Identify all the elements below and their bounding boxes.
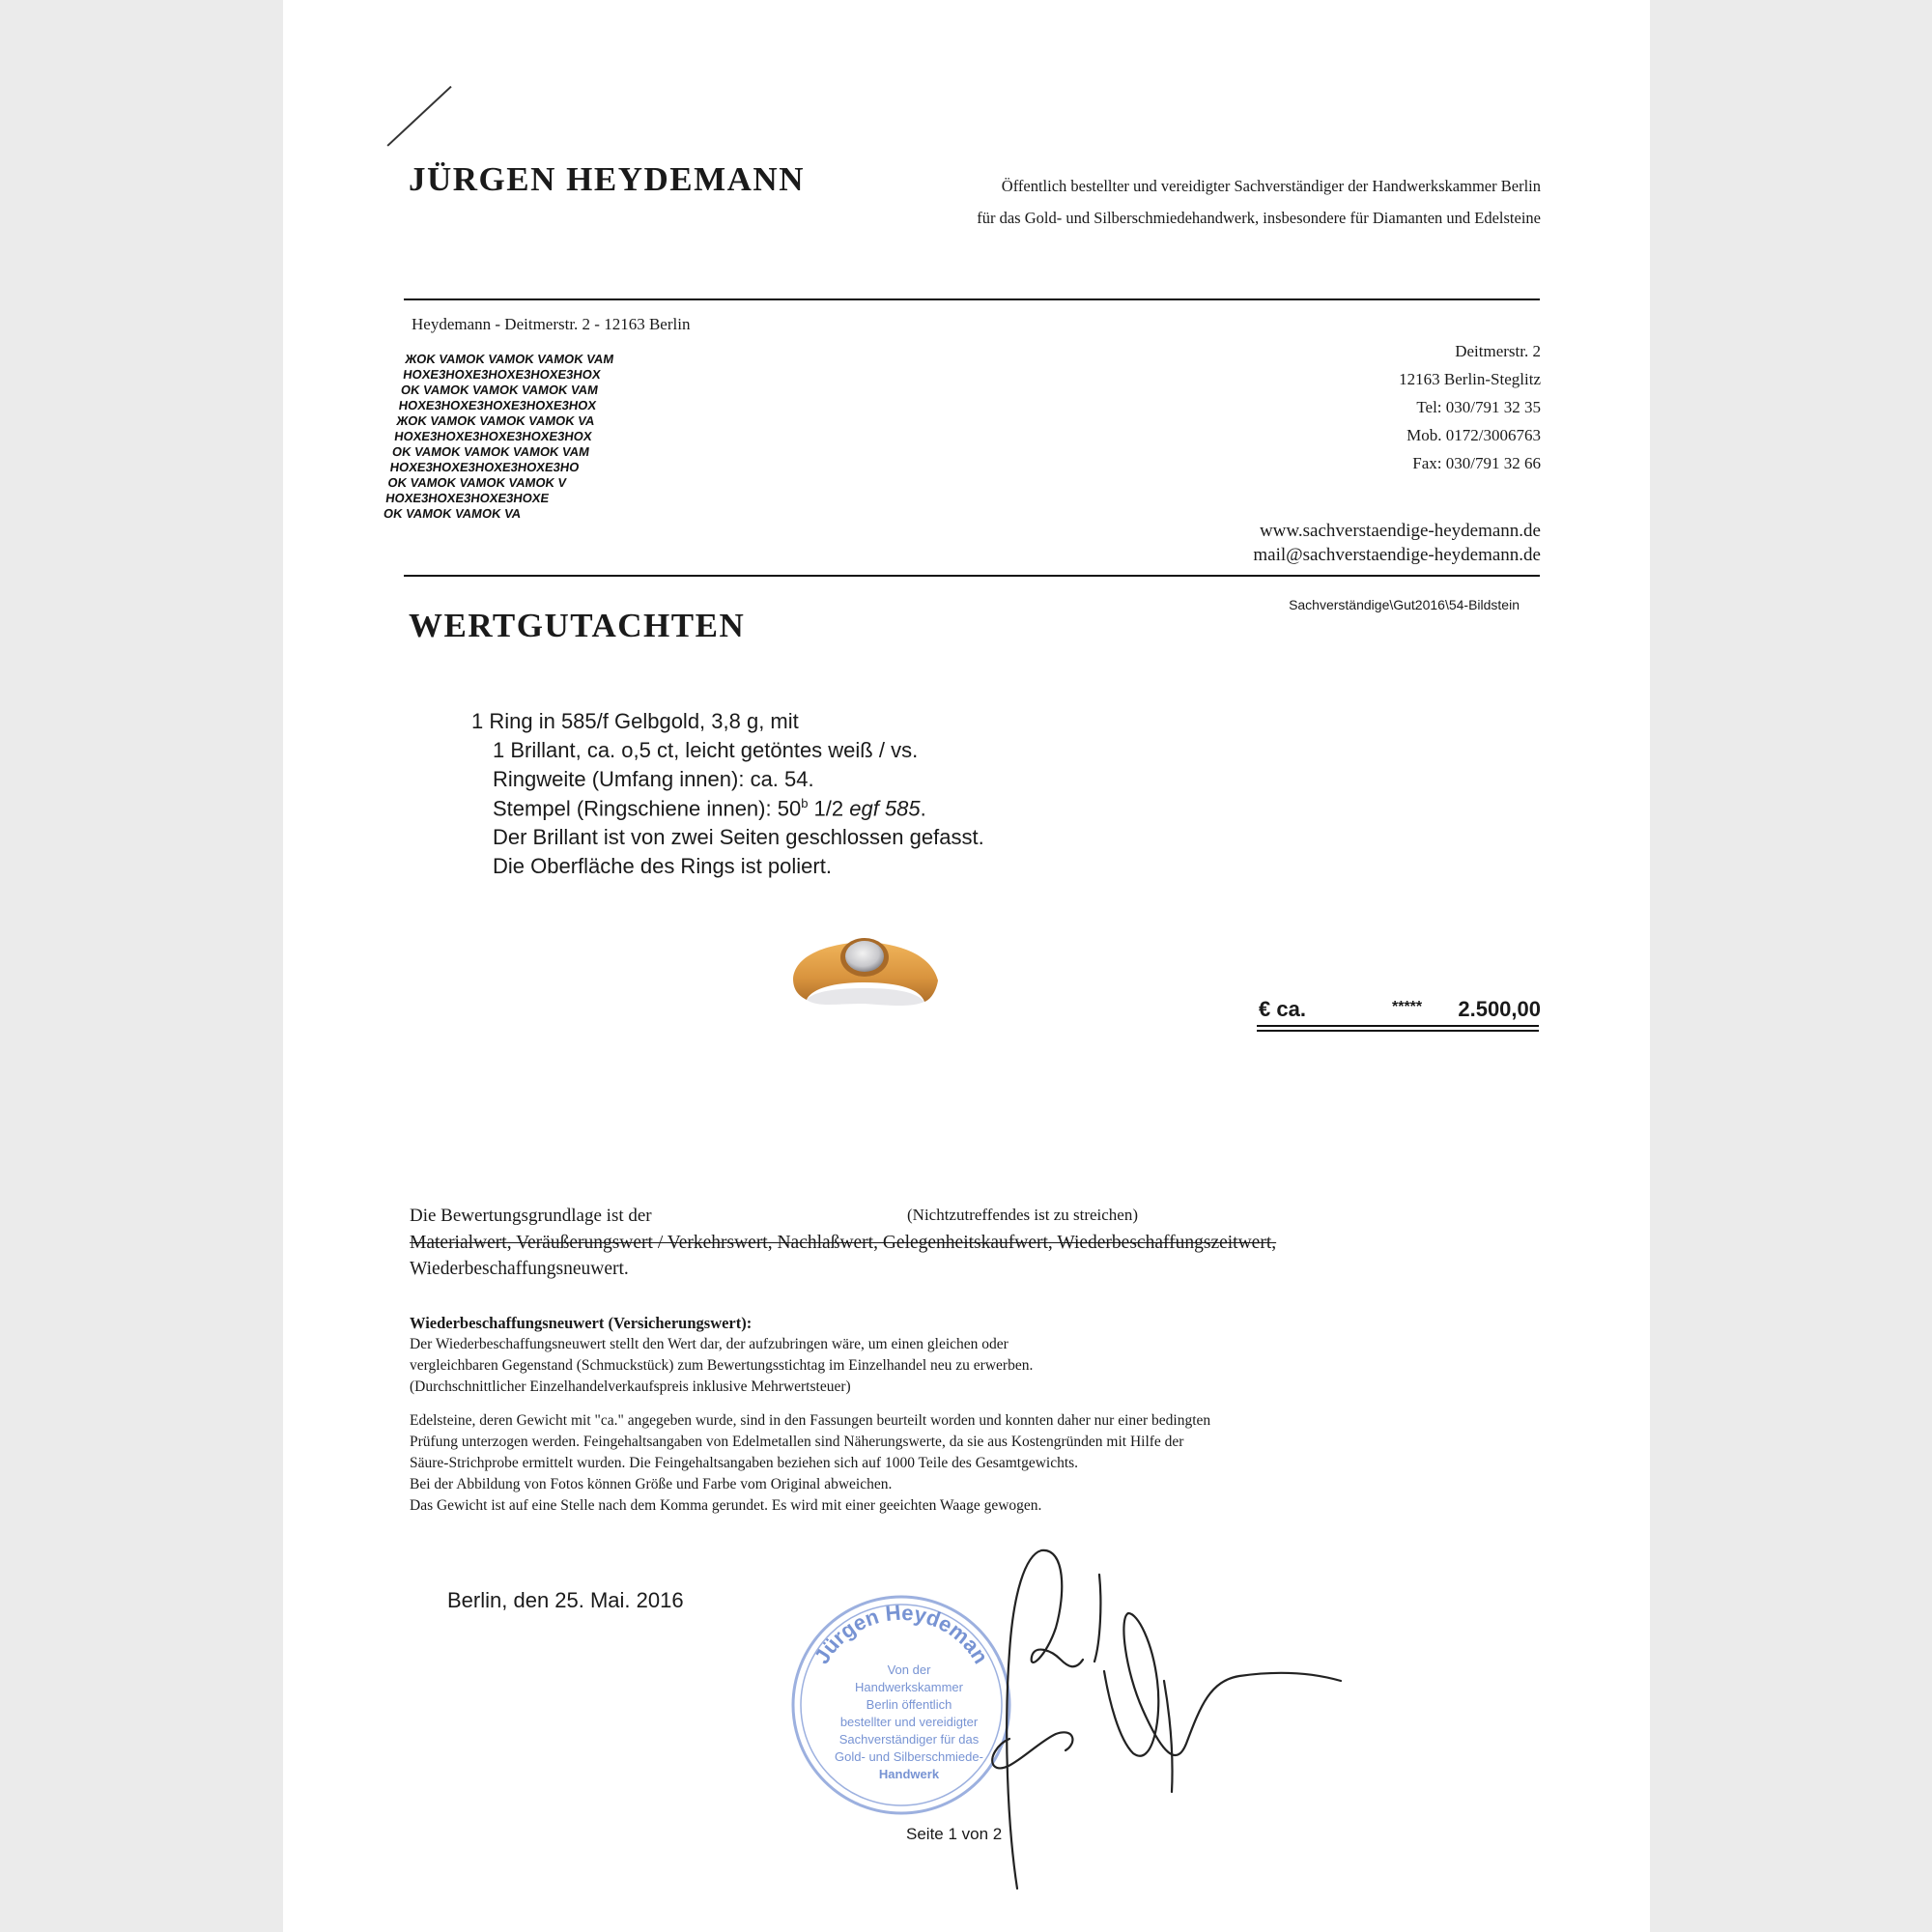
document-title: WERTGUTACHTEN [409,607,746,644]
svg-text:OK VAMOK VAMOK VAMOK VAM: OK VAMOK VAMOK VAMOK VAM [400,383,600,397]
expert-title-line-1: Öffentlich bestellter und vereidigter Sachverständiger der Handwerkskammer Berlin [1001,177,1541,195]
explanation-title: Wiederbeschaffungsneuwert (Versicherungswert): [410,1314,753,1332]
website-link[interactable]: www.sachverstaendige-heydemann.de [1259,521,1541,541]
explanation-p2-line-2: Prüfung unterzogen werden. Feingehaltsangaben von Edelmetallen sind Näherungswerte, da sie aus Kostengründen mit Hilfe der [410,1434,1184,1450]
svg-text:ЖOK VAMOK VAMOK VAMOK VA: ЖOK VAMOK VAMOK VAMOK VA [395,413,596,428]
price-amount: 2.500,00 [1458,997,1541,1021]
explanation-p1-line-1: Der Wiederbeschaffungsneuwert stellt den Wert dar, der aufzubringen wäre, um einen gleichen oder [410,1336,1009,1352]
document-reference: Sachverständige\Gut2016\54-Bildstein [1289,597,1520,612]
header-rule [404,298,1540,300]
expert-name: JÜRGEN HEYDEMANN [409,160,805,198]
explanation-p1-line-3: (Durchschnittlicher Einzelhandelverkaufspreis inklusive Mehrwertsteuer) [410,1378,851,1395]
basis-note: (Nichtzutreffendes ist zu streichen) [907,1206,1139,1224]
explanation-p1-line-2: vergleichbaren Gegenstand (Schmuckstück) zum Bewertungsstichtag im Einzelhandel neu zu erwerben. [410,1357,1034,1374]
contact-street: Deitmerstr. 2 [1455,342,1541,360]
ring-photo [785,923,945,1009]
selected-valuation-type: Wiederbeschaffungsneuwert. [410,1259,629,1279]
stamp-mark-fraction: 1/2 [808,796,850,821]
logo-slash [386,86,451,146]
pattern-code-image [383,350,619,528]
svg-text:OK VAMOK VAMOK VA: OK VAMOK VAMOK VA [383,506,523,521]
description-line-3: Ringweite (Umfang innen): ca. 54. [493,767,814,791]
svg-text:Gold- und Silberschmiede-: Gold- und Silberschmiede- [835,1749,983,1764]
svg-text:Handwerkskammer: Handwerkskammer [855,1680,963,1694]
price-underline-1 [1257,1025,1539,1027]
address-rule [404,575,1540,577]
svg-text:OK VAMOK VAMOK VAMOK V: OK VAMOK VAMOK VAMOK V [386,475,568,490]
svg-text:HOXE3HOXE3HOXE3HOXE3HO: HOXE3HOXE3HOXE3HOXE3HO [388,460,581,474]
svg-text:Sachverständiger für das: Sachverständiger für das [838,1732,980,1747]
svg-text:HOXE3HOXE3HOXE3HOXE3HOX: HOXE3HOXE3HOXE3HOXE3HOX [402,367,602,382]
svg-text:ЖOK VAMOK VAMOK VAMOK VAM: ЖOK VAMOK VAMOK VAMOK VAM [404,352,615,366]
explanation-paragraph-1 [410,1334,1472,1398]
contact-block [1399,337,1541,477]
contact-mobile: Mob. 0172/3006763 [1406,426,1541,444]
sender-line: Heydemann - Deitmerstr. 2 - 12163 Berlin [412,315,691,333]
svg-text:HOXE3HOXE3HOXE3HOXE: HOXE3HOXE3HOXE3HOXE [384,491,551,505]
svg-text:bestellter und vereidigter: bestellter und vereidigter [839,1715,979,1729]
page-number: Seite 1 von 2 [906,1825,1003,1843]
svg-text:HOXE3HOXE3HOXE3HOXE3HOX: HOXE3HOXE3HOXE3HOXE3HOX [393,429,593,443]
description-line-1: 1 Ring in 585/f Gelbgold, 3,8 g, mit [471,709,799,733]
struck-valuation-types: Materialwert, Veräußerungswert / Verkehrswert, Nachlaßwert, Gelegenheitskaufwert, Wiederbeschaffungszeitwert, [410,1233,1277,1253]
description-line-6: Die Oberfläche des Rings ist poliert. [493,854,832,878]
contact-tel: Tel: 030/791 32 35 [1416,398,1541,416]
email-link[interactable]: mail@sachverstaendige-heydemann.de [1253,545,1541,565]
price-label: € ca. [1259,997,1306,1021]
basis-intro: Die Bewertungsgrundlage ist der [410,1206,652,1226]
stamp-mark-italic: egf 585 [849,796,921,821]
svg-text:Jürgen Heydeman: Jürgen Heydeman [809,1600,994,1668]
explanation-p2-line-1: Edelsteine, deren Gewicht mit "ca." angegeben wurde, sind in den Fassungen beurteilt worden und konnten daher nur einer bedingten [410,1412,1211,1429]
explanation-p2-line-5: Das Gewicht ist auf eine Stelle nach dem Komma gerundet. Es wird mit einer geeichten Waage gewogen. [410,1497,1042,1514]
explanation-p2-line-3: Säure-Strichprobe ermittelt wurden. Die Feingehaltsangaben beziehen sich auf 1000 Teile des Gesamtgewichts. [410,1455,1079,1471]
price-stars: ***** [1392,999,1423,1015]
stamp-mark-end: . [920,796,926,821]
date-line: Berlin, den 25. Mai. 2016 [447,1588,684,1612]
stamp-mark-text: Stempel (Ringschiene innen): 50 [493,796,802,821]
stamp-mark-superscript: b [801,796,809,810]
explanation-paragraph-2 [410,1410,1472,1517]
svg-text:Berlin öffentlich: Berlin öffentlich [866,1697,952,1712]
description-line-2: 1 Brillant, ca. o,5 ct, leicht getöntes weiß / vs. [493,738,919,762]
explanation-p2-line-4: Bei der Abbildung von Fotos können Größe und Farbe vom Original abweichen. [410,1476,893,1492]
svg-text:Von der: Von der [887,1662,931,1677]
svg-text:HOXE3HOXE3HOXE3HOXE3HOX: HOXE3HOXE3HOXE3HOXE3HOX [397,398,598,412]
web-block [1253,519,1541,567]
contact-fax: Fax: 030/791 32 66 [1412,454,1541,472]
svg-text:Handwerk: Handwerk [878,1767,940,1781]
description-line-4 [493,796,926,821]
contact-city: 12163 Berlin-Steglitz [1399,370,1541,388]
expert-title-line-2: für das Gold- und Silberschmiedehandwerk, insbesondere für Diamanten und Edelsteine [977,209,1541,227]
svg-text:OK VAMOK VAMOK VAMOK VAM: OK VAMOK VAMOK VAMOK VAM [391,444,591,459]
price-underline-2 [1257,1030,1539,1032]
document-page [283,0,1650,1932]
handwritten-signature [921,1536,1346,1903]
description-line-5: Der Brillant ist von zwei Seiten geschlossen gefasst. [493,825,984,849]
